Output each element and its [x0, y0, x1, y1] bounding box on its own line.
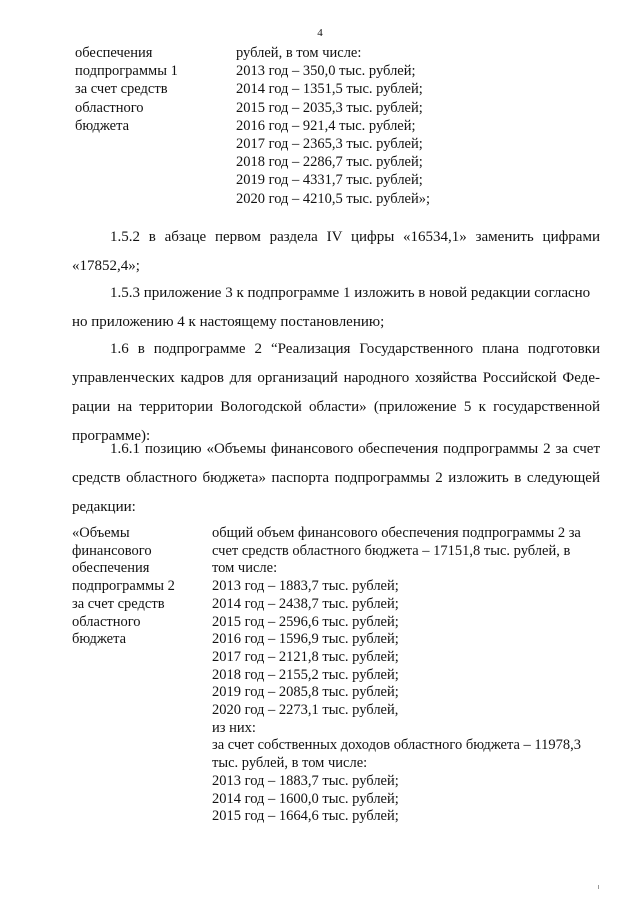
paragraph-line: программе): — [72, 428, 151, 444]
paragraph-line: средств областного бюджета» паспорта подпрограммы 2 изложить в следующей — [72, 470, 600, 486]
block2-right-line: 2015 год – 1664,6 тыс. рублей; — [212, 808, 399, 825]
paragraph-1-6-1 — [72, 435, 600, 522]
paragraph-line: 1.6.1 позицию «Объемы финансового обеспечения подпрограммы 2 за счет — [110, 441, 600, 457]
block2-left-line: бюджета — [72, 631, 127, 648]
paragraph-1-5-3 — [72, 279, 600, 337]
block2-right-line: 2014 год – 1600,0 тыс. рублей; — [212, 790, 399, 807]
block1-right-column — [236, 44, 430, 208]
block1-right-line: 2016 год – 921,4 тыс. рублей; — [236, 117, 416, 134]
page-number: 4 — [317, 27, 323, 39]
block2-right-line: 2018 год – 2155,2 тыс. рублей; — [212, 666, 399, 683]
block2-right-line: за счет собственных доходов областного бюджета – 11978,3 — [212, 737, 582, 754]
block2-right-line: 2019 год – 2085,8 тыс. рублей; — [212, 684, 399, 701]
block2-right-line: 2020 год – 2273,1 тыс. рублей, — [212, 702, 399, 719]
block1-left-line: областного — [75, 99, 144, 116]
paragraph-1-6 — [72, 335, 600, 451]
paragraph-1-5-2 — [72, 223, 600, 281]
block1-left-line: бюджета — [75, 117, 130, 134]
block1-right-line: 2018 год – 2286,7 тыс. рублей; — [236, 154, 423, 171]
block1-right-line: 2014 год – 1351,5 тыс. рублей; — [236, 81, 423, 98]
block1-right-line: 2015 год – 2035,3 тыс. рублей; — [236, 99, 423, 116]
block2-right-line: 2014 год – 2438,7 тыс. рублей; — [212, 595, 399, 612]
block2-left-line: областного — [72, 613, 141, 630]
block1-left-line: за счет средств — [75, 81, 168, 98]
block2-right-line: счет средств областного бюджета – 17151,8 тыс. рублей, в — [212, 542, 571, 559]
paragraph-line: 1.5.3 приложение 3 к подпрограмме 1 изложить в новой редакции согласно — [110, 285, 591, 301]
block1-right-line: 2019 год – 4331,7 тыс. рублей; — [236, 172, 423, 189]
block2-right-line: том числе: — [212, 560, 278, 577]
block2-right-line: общий объем финансового обеспечения подпрограммы 2 за — [212, 525, 581, 541]
block2-left-line: подпрограммы 2 — [72, 578, 175, 595]
block2-left-line: финансового — [72, 542, 152, 559]
block2-right-line: из них: — [212, 719, 256, 736]
block2-left-line: обеспечения — [72, 560, 150, 577]
block1-right-line: 2017 год – 2365,3 тыс. рублей; — [236, 136, 423, 153]
paragraph-line: редакции: — [72, 499, 136, 515]
paragraph-line: рации на территории Вологодской области» (приложение 5 к государственной — [72, 399, 600, 415]
scan-mark — [598, 885, 599, 889]
block1-left-line: подпрограммы 1 — [75, 63, 178, 80]
block2-left-line: «Объемы — [72, 525, 130, 541]
block2-right-column — [212, 525, 581, 826]
block1-right-line: 2020 год – 4210,5 тыс. рублей»; — [236, 190, 431, 207]
block1-right-line: рублей, в том числе: — [236, 45, 362, 61]
paragraph-line: «17852,4»; — [72, 258, 140, 274]
paragraph-line: но приложению 4 к настоящему постановлению; — [72, 314, 385, 330]
block1-left-line: обеспечения — [75, 45, 153, 61]
block2-right-line: 2013 год – 1883,7 тыс. рублей; — [212, 578, 399, 595]
block2-right-line: 2013 год – 1883,7 тыс. рублей; — [212, 772, 399, 789]
block2-left-line: за счет средств — [72, 595, 165, 612]
block2-right-line: 2016 год – 1596,9 тыс. рублей; — [212, 631, 399, 648]
block2-right-line: тыс. рублей, в том числе: — [212, 755, 368, 772]
block2-left-column — [72, 525, 175, 649]
block2-right-line: 2015 год – 2596,6 тыс. рублей; — [212, 613, 399, 630]
paragraph-line: 1.5.2 в абзаце первом раздела IV цифры «16534,1» заменить цифрами — [110, 229, 600, 245]
paragraph-line: управленческих кадров для организаций народного хозяйства Российской Феде- — [72, 370, 600, 386]
paragraph-line: 1.6 в подпрограмме 2 “Реализация Государственного плана подготовки — [110, 341, 600, 357]
block1-left-column — [75, 44, 178, 135]
block1-right-line: 2013 год – 350,0 тыс. рублей; — [236, 63, 416, 80]
block2-right-line: 2017 год – 2121,8 тыс. рублей; — [212, 648, 399, 665]
